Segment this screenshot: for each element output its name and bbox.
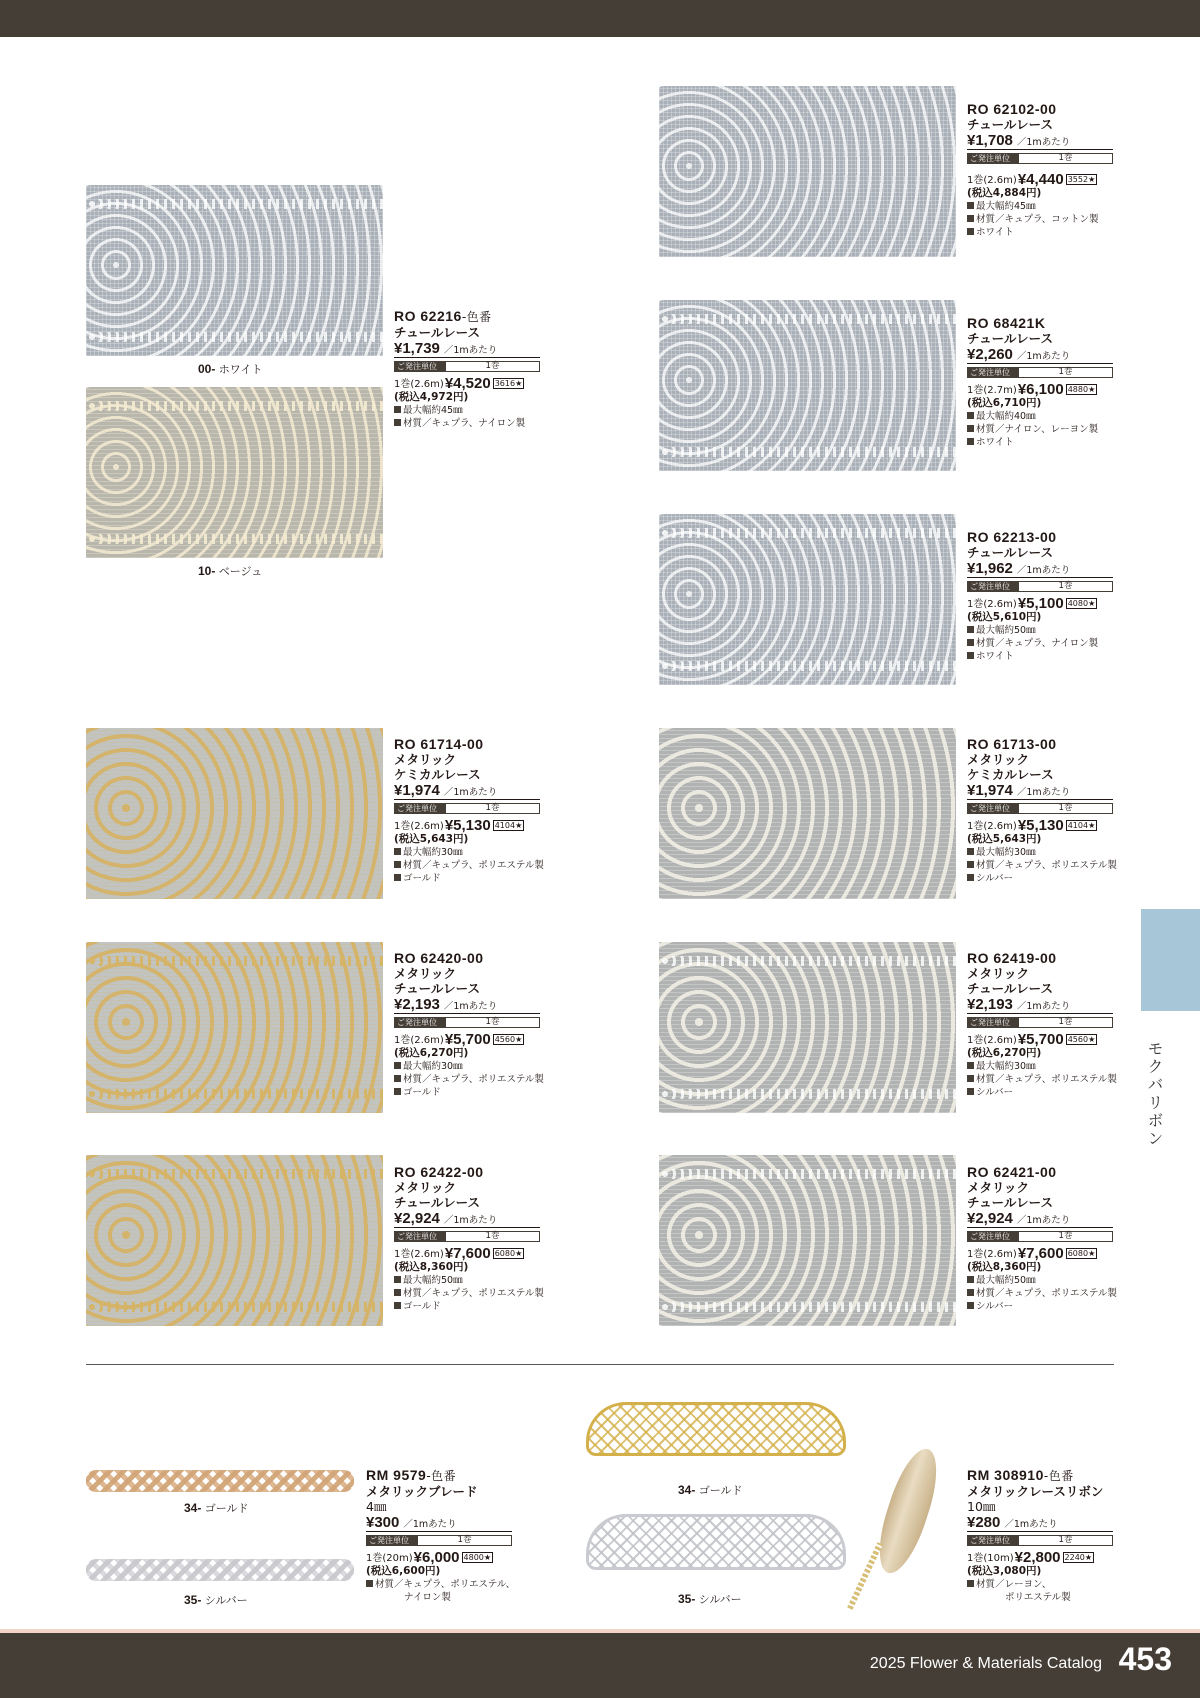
catalog-title: 2025 Flower & Materials Catalog: [869, 1655, 1102, 1672]
product-info-ro62419: RO 62419-00 メタリック チュールレース ¥2,193 ／1mあたり ご発注単位 1巻 1巻(2.6m) ¥5,700 4560★ (税込6,270円) 最大幅約30㎜ 材質／キュプラ、ポリエステル製 シルバー: [967, 950, 1127, 1099]
swatch-label: 10- ベージュ: [198, 564, 263, 578]
swatch-label: 35- シルバー: [678, 1592, 742, 1606]
tax-price: (税込5,643円): [394, 833, 469, 845]
roll-price: ¥6,100: [1017, 381, 1064, 398]
product-info-rm9579: RM 9579-色番 メタリックブレード 4㎜ ¥300 ／1mあたり ご発注単位 1巻 1巻(20m) ¥6,000 4800★ (税込6,600円) 材質／キュプラ、ポリエステル、 ナイロン製: [366, 1467, 526, 1604]
product-image-rm308910-34[interactable]: [586, 1402, 846, 1456]
tax-price: (税込8,360円): [394, 1261, 469, 1273]
roll-price: ¥4,520: [444, 375, 491, 392]
product-name: チュールレース: [967, 117, 1053, 132]
order-unit: ご発注単位 1巻: [967, 1017, 1113, 1028]
product-name: メタリックブレード: [366, 1484, 478, 1499]
product-info-ro62102: RO 62102-00 チュールレース ¥1,708 ／1mあたり ご発注単位 1巻 1巻(2.6m) ¥4,440 3552★ (税込4,884円) 最大幅約45㎜ 材質／キュプラ、コットン製 ホワイト: [967, 101, 1127, 239]
section-divider: [86, 1364, 1114, 1365]
product-code: RO 62216-色番: [394, 308, 492, 324]
product-code: RO 62419-00: [967, 950, 1057, 966]
product-code: RO 62422-00: [394, 1164, 484, 1180]
product-info-ro62422: RO 62422-00 メタリック チュールレース ¥2,924 ／1mあたり ご発注単位 1巻 1巻(2.6m) ¥7,600 6080★ (税込8,360円) 最大幅約50㎜ 材質／キュプラ、ポリエステル製 ゴールド: [394, 1164, 554, 1313]
product-code: RO 61714-00: [394, 736, 484, 752]
product-image-ro62420[interactable]: [86, 942, 383, 1113]
product-image-rm9579-35[interactable]: [86, 1559, 354, 1581]
order-unit: ご発注単位 1巻: [967, 581, 1113, 592]
product-code: RO 62421-00: [967, 1164, 1057, 1180]
product-name: メタリック: [394, 752, 457, 767]
tax-price: (税込6,270円): [967, 1047, 1042, 1059]
tax-price: (税込5,610円): [967, 611, 1042, 623]
unit-price: ¥1,708: [967, 132, 1013, 149]
roll-price: ¥5,130: [1017, 817, 1064, 834]
section-label: モクバリボン: [1145, 1040, 1164, 1148]
product-name: チュールレース: [967, 545, 1053, 560]
ribbon-spool-image[interactable]: [869, 1443, 947, 1579]
product-image-ro61713[interactable]: [659, 728, 956, 899]
unit-price: ¥2,924: [967, 1210, 1013, 1227]
product-code: RO 62213-00: [967, 529, 1057, 545]
tax-price: (税込5,643円): [967, 833, 1042, 845]
roll-price: ¥5,100: [1017, 595, 1064, 612]
unit-price: ¥300: [366, 1514, 400, 1531]
product-image-ro62216-10[interactable]: [86, 387, 383, 558]
product-info-rm308910: RM 308910-色番 メタリックレースリボン 10㎜ ¥280 ／1mあたり ご発注単位 1巻 1巻(10m) ¥2,800 2240★ (税込3,080円) 材質／レーヨン、 ポリエステル製: [967, 1467, 1127, 1604]
tax-price: (税込4,884円): [967, 187, 1042, 199]
tax-price: (税込6,600円): [366, 1565, 441, 1577]
top-bar: [0, 0, 1200, 37]
product-image-ro61714[interactable]: [86, 728, 383, 899]
roll-price: ¥5,700: [1017, 1031, 1064, 1048]
product-info-ro61714: RO 61714-00 メタリック ケミカルレース ¥1,974 ／1mあたり ご発注単位 1巻 1巻(2.6m) ¥5,130 4104★ (税込5,643円) 最大幅約30㎜ 材質／キュプラ、ポリエステル製 ゴールド: [394, 736, 554, 885]
product-code: RM 308910-色番: [967, 1467, 1074, 1483]
product-info-ro62420: RO 62420-00 メタリック チュールレース ¥2,193 ／1mあたり ご発注単位 1巻 1巻(2.6m) ¥5,700 4560★ (税込6,270円) 最大幅約30㎜ 材質／キュプラ、ポリエステル製 ゴールド: [394, 950, 554, 1099]
ribbon-tail-image: [847, 1542, 883, 1610]
roll-price: ¥5,130: [444, 817, 491, 834]
footer: [0, 1633, 1200, 1698]
order-unit: ご発注単位 1巻: [366, 1535, 512, 1546]
product-name: メタリック: [394, 1180, 457, 1195]
swatch-label: 34- ゴールド: [678, 1483, 743, 1497]
product-info-ro62213: RO 62213-00 チュールレース ¥1,962 ／1mあたり ご発注単位 1巻 1巻(2.6m) ¥5,100 4080★ (税込5,610円) 最大幅約50㎜ 材質／キュプラ、ナイロン製 ホワイト: [967, 529, 1127, 663]
product-image-ro68421k[interactable]: [659, 300, 956, 471]
unit-price: ¥1,974: [394, 782, 440, 799]
product-code: RO 62102-00: [967, 101, 1057, 117]
product-info-ro62216: RO 62216-色番 チュールレース ¥1,739 ／1mあたり ご発注単位 1巻 1巻(2.6m) ¥4,520 3616★ (税込4,972円) 最大幅約45㎜ 材質／キュプラ、ナイロン製: [394, 308, 554, 430]
order-unit: ご発注単位 1巻: [967, 803, 1113, 814]
section-tab[interactable]: [1141, 909, 1200, 1011]
unit-price: ¥2,193: [394, 996, 440, 1013]
product-code: RO 61713-00: [967, 736, 1057, 752]
product-code: RM 9579-色番: [366, 1467, 457, 1483]
order-unit: ご発注単位 1巻: [394, 1231, 540, 1242]
unit-price: ¥1,739: [394, 340, 440, 357]
product-name: メタリックレースリボン: [967, 1484, 1104, 1499]
unit-price: ¥1,974: [967, 782, 1013, 799]
product-info-ro68421k: RO 68421K チュールレース ¥2,260 ／1mあたり ご発注単位 1巻 1巻(2.7m) ¥6,100 4880★ (税込6,710円) 最大幅約40㎜ 材質／ナイロン、レーヨン製 ホワイト: [967, 315, 1127, 449]
unit-price: ¥280: [967, 1514, 1001, 1531]
product-info-ro62421: RO 62421-00 メタリック チュールレース ¥2,924 ／1mあたり ご発注単位 1巻 1巻(2.6m) ¥7,600 6080★ (税込8,360円) 最大幅約50㎜ 材質／キュプラ、ポリエステル製 シルバー: [967, 1164, 1127, 1313]
order-unit: ご発注単位 1巻: [967, 367, 1113, 378]
product-image-ro62102[interactable]: [659, 86, 956, 257]
roll-price: ¥5,700: [444, 1031, 491, 1048]
order-unit: ご発注単位 1巻: [394, 803, 540, 814]
tax-price: (税込6,270円): [394, 1047, 469, 1059]
order-unit: ご発注単位 1巻: [394, 361, 540, 372]
order-unit: ご発注単位 1巻: [967, 1231, 1113, 1242]
tax-price: (税込3,080円): [967, 1565, 1042, 1577]
swatch-label: 34- ゴールド: [184, 1501, 249, 1515]
product-name: チュールレース: [967, 331, 1053, 346]
product-image-ro62421[interactable]: [659, 1155, 956, 1326]
unit-price: ¥2,193: [967, 996, 1013, 1013]
product-name: チュールレース: [394, 325, 480, 340]
page-number: 453: [1118, 1641, 1172, 1677]
product-image-ro62422[interactable]: [86, 1155, 383, 1326]
product-code: RO 68421K: [967, 315, 1046, 331]
product-image-rm9579-34[interactable]: [86, 1470, 354, 1492]
roll-price: ¥4,440: [1017, 171, 1064, 188]
product-name: メタリック: [967, 966, 1030, 981]
roll-price: ¥7,600: [444, 1245, 491, 1262]
unit-price: ¥1,962: [967, 560, 1013, 577]
roll-price: ¥6,000: [413, 1549, 460, 1566]
product-code: RO 62420-00: [394, 950, 484, 966]
product-image-ro62419[interactable]: [659, 942, 956, 1113]
unit-price: ¥2,260: [967, 346, 1013, 363]
roll-price: ¥2,800: [1014, 1549, 1061, 1566]
unit-price: ¥2,924: [394, 1210, 440, 1227]
product-image-ro62216-00[interactable]: [86, 185, 383, 356]
tax-price: (税込8,360円): [967, 1261, 1042, 1273]
product-name: メタリック: [967, 1180, 1030, 1195]
product-info-ro61713: RO 61713-00 メタリック ケミカルレース ¥1,974 ／1mあたり ご発注単位 1巻 1巻(2.6m) ¥5,130 4104★ (税込5,643円) 最大幅約30㎜ 材質／キュプラ、ポリエステル製 シルバー: [967, 736, 1127, 885]
roll-price: ¥7,600: [1017, 1245, 1064, 1262]
order-unit: ご発注単位 1巻: [967, 153, 1113, 164]
order-unit: ご発注単位 1巻: [394, 1017, 540, 1028]
product-name: メタリック: [394, 966, 457, 981]
tax-price: (税込4,972円): [394, 391, 469, 403]
product-image-ro62213[interactable]: [659, 514, 956, 685]
tax-price: (税込6,710円): [967, 397, 1042, 409]
swatch-label: 00- ホワイト: [198, 362, 263, 376]
product-image-rm308910-35[interactable]: [586, 1514, 846, 1570]
product-name: メタリック: [967, 752, 1030, 767]
order-unit: ご発注単位 1巻: [967, 1535, 1113, 1546]
swatch-label: 35- シルバー: [184, 1593, 248, 1607]
